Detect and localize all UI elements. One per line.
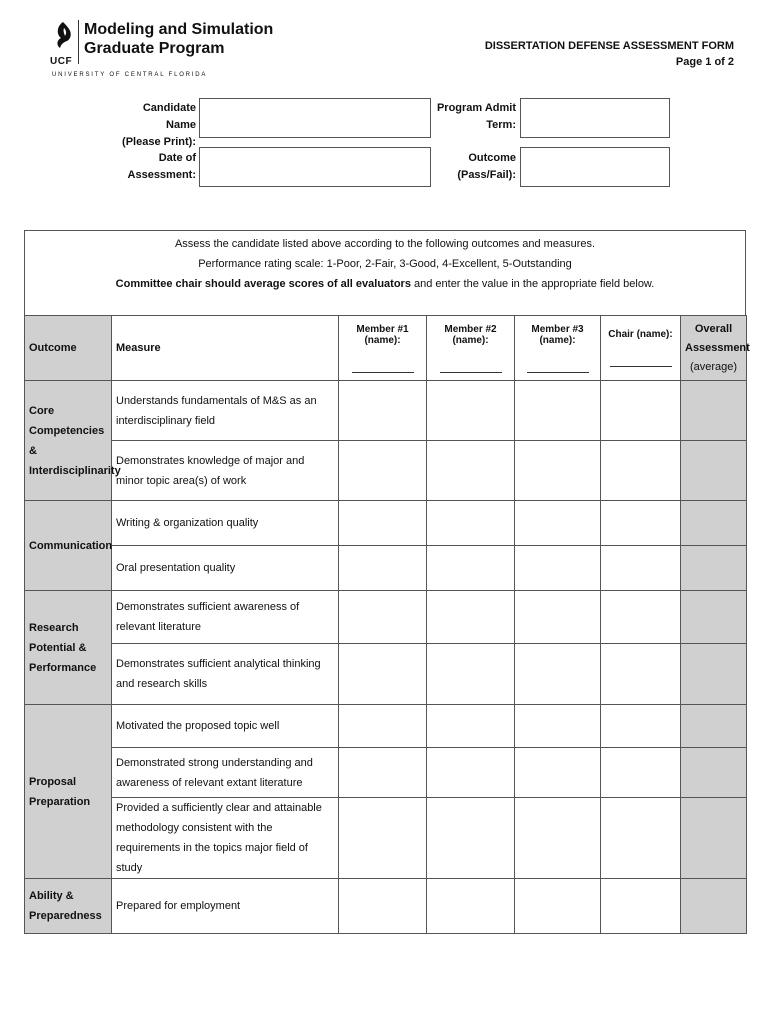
table-row (25, 879, 747, 934)
member2-score-cell[interactable] (427, 501, 515, 546)
member1-score-cell[interactable] (339, 441, 427, 501)
member2-score-cell[interactable] (427, 441, 515, 501)
table-row (25, 381, 747, 441)
header-member2 (427, 316, 515, 381)
measure-cell: Motivated the proposed topic well (112, 705, 339, 748)
header-member1 (339, 316, 427, 381)
member2-score-cell[interactable] (427, 798, 515, 879)
program-logo (50, 18, 274, 80)
header-overall (681, 316, 750, 381)
header-measure: Measure (112, 316, 339, 381)
member1-score-cell[interactable] (339, 879, 427, 934)
member2-score-cell[interactable] (427, 879, 515, 934)
measure-cell: Provided a sufficiently clear and attainable methodology consistent with the requirements in the topics major field of study (112, 798, 339, 879)
chair-score-cell[interactable] (601, 644, 681, 705)
table-body (25, 381, 747, 934)
outcome-cell: Core Competencies & Interdisciplinarity (25, 381, 112, 501)
header-chair-label: Chair (name): (608, 329, 673, 340)
member2-score-cell[interactable] (427, 591, 515, 644)
table-header-row (25, 316, 747, 381)
candidate-name-label-line1: Candidate Name (142, 102, 196, 131)
member3-score-cell[interactable] (515, 501, 601, 546)
pegasus-icon (52, 20, 74, 50)
header-member2-label: Member #2 (name): (444, 323, 497, 346)
program-admit-label-line1: Program Admit (436, 102, 516, 114)
instructions-line3 (25, 274, 745, 294)
outcome-cell: Communication (25, 501, 112, 591)
member1-score-cell[interactable] (339, 705, 427, 748)
measure-cell: Demonstrates sufficient analytical thinking and research skills (112, 644, 339, 705)
outcome-pass-fail-field[interactable] (520, 147, 670, 187)
outcome-cell: Research Potential & Performance (25, 591, 112, 705)
member3-score-cell[interactable] (515, 798, 601, 879)
table-row (25, 644, 747, 705)
chair-score-cell[interactable] (601, 441, 681, 501)
candidate-name-label (120, 100, 196, 151)
chair-score-cell[interactable] (601, 705, 681, 748)
candidate-name-label-line2: (Please Print): (122, 136, 196, 148)
header-member1-label: Member #1 (name): (356, 323, 409, 346)
header-member3-label: Member #3 (name): (531, 323, 584, 346)
program-admit-term-field[interactable] (520, 98, 670, 138)
date-label-line2: Assessment: (127, 169, 196, 181)
header-overall-line1: Overall (694, 322, 733, 335)
member3-score-cell[interactable] (515, 879, 601, 934)
member1-score-cell[interactable] (339, 798, 427, 879)
candidate-name-field[interactable] (199, 98, 431, 138)
member2-score-cell[interactable] (427, 546, 515, 591)
assessment-table (24, 315, 750, 934)
table-row (25, 501, 747, 546)
overall-score-cell[interactable] (681, 644, 747, 705)
member3-score-cell[interactable] (515, 381, 601, 441)
date-of-assessment-field[interactable] (199, 147, 431, 187)
member2-name-line[interactable] (440, 372, 502, 373)
header-chair (601, 316, 681, 381)
measure-cell: Prepared for employment (112, 879, 339, 934)
table-row (25, 441, 747, 501)
measure-cell: Understands fundamentals of M&S as an interdisciplinary field (112, 381, 339, 441)
measure-cell: Demonstrates knowledge of major and minor topic area(s) of work (112, 441, 339, 501)
member1-score-cell[interactable] (339, 644, 427, 705)
member3-score-cell[interactable] (515, 546, 601, 591)
member3-score-cell[interactable] (515, 705, 601, 748)
overall-score-cell[interactable] (681, 798, 747, 879)
instructions-line1: Assess the candidate listed above according to the following outcomes and measures. (174, 238, 596, 250)
member1-score-cell[interactable] (339, 591, 427, 644)
form-title-block (485, 38, 734, 70)
member3-score-cell[interactable] (515, 748, 601, 798)
header-member3 (515, 316, 601, 381)
chair-score-cell[interactable] (601, 879, 681, 934)
header-overall-line2: Assessment (685, 341, 750, 354)
member2-score-cell[interactable] (427, 644, 515, 705)
table-row (25, 705, 747, 748)
table-row (25, 748, 747, 798)
measure-cell: Demonstrates sufficient awareness of relevant literature (112, 591, 339, 644)
program-name (84, 20, 273, 58)
member2-score-cell[interactable] (427, 748, 515, 798)
member1-score-cell[interactable] (339, 748, 427, 798)
outcome-cell: Ability & Preparedness (25, 879, 112, 934)
member1-score-cell[interactable] (339, 546, 427, 591)
table-row (25, 546, 747, 591)
outcome-label-line1: Outcome (468, 152, 516, 164)
chair-instruction-rest: and enter the value in the appropriate field below. (410, 278, 655, 290)
chair-score-cell[interactable] (601, 381, 681, 441)
measure-cell: Oral presentation quality (112, 546, 339, 591)
header-outcome: Outcome (25, 316, 112, 381)
outcome-label-line2: (Pass/Fail): (457, 169, 516, 181)
member1-name-line[interactable] (352, 372, 414, 373)
instructions-box (24, 230, 746, 315)
measure-cell: Writing & organization quality (112, 501, 339, 546)
chair-score-cell[interactable] (601, 748, 681, 798)
program-admit-label-line2: Term: (486, 119, 516, 131)
form-title: DISSERTATION DEFENSE ASSESSMENT FORM (484, 40, 734, 52)
date-label-line1: Date of (158, 152, 196, 164)
chair-name-line[interactable] (610, 366, 672, 367)
chair-score-cell[interactable] (601, 591, 681, 644)
table-row (25, 591, 747, 644)
logo-divider (78, 20, 79, 64)
page-number: Page 1 of 2 (675, 56, 734, 68)
rating-scale: Performance rating scale: 1-Poor, 2-Fair, 3-Good, 4-Excellent, 5-Outstanding (198, 258, 572, 270)
chair-score-cell[interactable] (601, 501, 681, 546)
overall-score-cell[interactable] (681, 546, 747, 591)
ucf-wordmark: UCF (50, 56, 73, 67)
chair-score-cell[interactable] (601, 546, 681, 591)
header-overall-line3: (average) (689, 360, 738, 373)
member3-score-cell[interactable] (515, 591, 601, 644)
overall-score-cell[interactable] (681, 381, 747, 441)
overall-score-cell[interactable] (681, 501, 747, 546)
program-admit-label (430, 100, 516, 134)
overall-score-cell[interactable] (681, 591, 747, 644)
outcome-cell: Proposal Preparation (25, 705, 112, 879)
member1-score-cell[interactable] (339, 381, 427, 441)
overall-score-cell[interactable] (681, 441, 747, 501)
date-label (120, 150, 196, 184)
university-name: UNIVERSITY OF CENTRAL FLORIDA (52, 72, 208, 78)
member3-score-cell[interactable] (515, 644, 601, 705)
chair-instruction-bold: Committee chair should average scores of all evaluators (115, 278, 411, 290)
program-name-line2: Graduate Program (84, 40, 225, 57)
member2-score-cell[interactable] (427, 381, 515, 441)
table-row (25, 798, 747, 879)
outcome-label (430, 150, 516, 184)
member1-score-cell[interactable] (339, 501, 427, 546)
program-name-line1: Modeling and Simulation (84, 21, 274, 38)
member3-score-cell[interactable] (515, 441, 601, 501)
member2-score-cell[interactable] (427, 705, 515, 748)
overall-score-cell[interactable] (681, 705, 747, 748)
member3-name-line[interactable] (527, 372, 589, 373)
overall-score-cell[interactable] (681, 748, 747, 798)
overall-score-cell[interactable] (681, 879, 747, 934)
measure-cell: Demonstrated strong understanding and awareness of relevant extant literature (112, 748, 339, 798)
chair-score-cell[interactable] (601, 798, 681, 879)
